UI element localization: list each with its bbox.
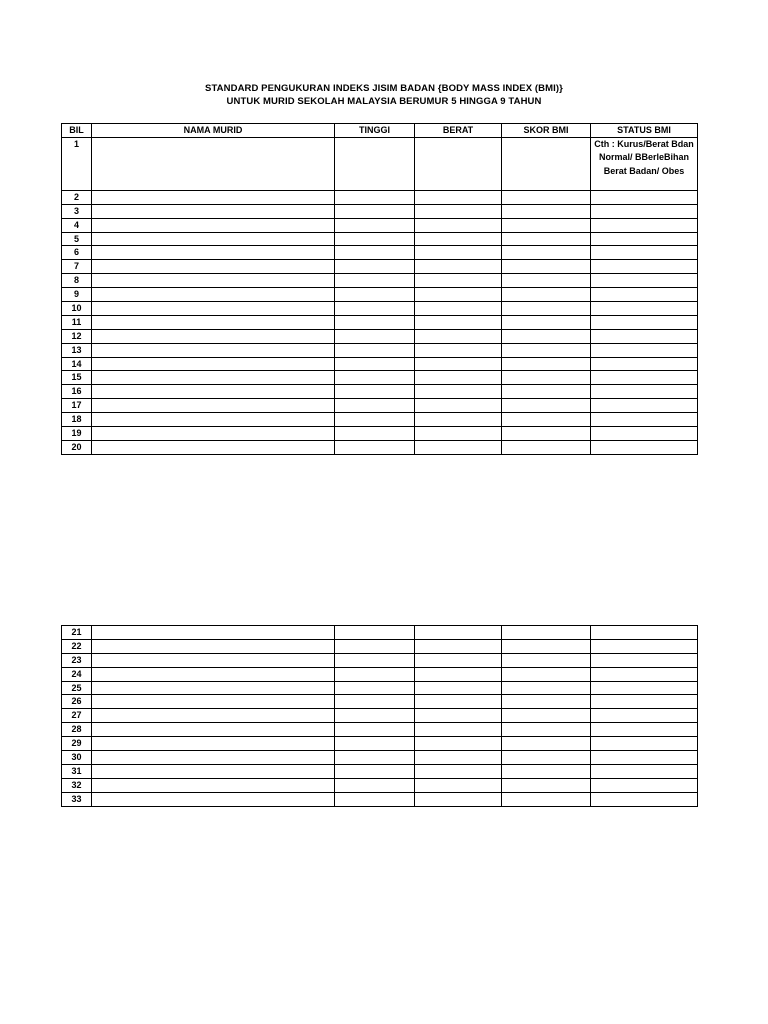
- status-bmi-example: Cth : Kurus/Berat Bdan Normal/ BBerleBihan Berat Badan/ Obes: [591, 137, 698, 190]
- table-row: [62, 653, 698, 667]
- nama-murid-cell[interactable]: [92, 204, 335, 218]
- berat-cell[interactable]: [415, 137, 502, 190]
- table-row: [62, 190, 698, 204]
- berat-cell[interactable]: [415, 427, 502, 441]
- bil-cell: 25: [62, 681, 92, 695]
- berat-cell[interactable]: [415, 413, 502, 427]
- tinggi-cell[interactable]: [335, 315, 415, 329]
- berat-cell[interactable]: [415, 751, 502, 765]
- table-row: [62, 357, 698, 371]
- status-bmi-cell[interactable]: [591, 204, 698, 218]
- berat-cell[interactable]: [415, 737, 502, 751]
- status-bmi-cell[interactable]: [591, 385, 698, 399]
- tinggi-cell[interactable]: [335, 413, 415, 427]
- berat-cell[interactable]: [415, 190, 502, 204]
- bil-cell: 8: [62, 274, 92, 288]
- berat-cell[interactable]: [415, 399, 502, 413]
- skor-bmi-cell[interactable]: [502, 288, 591, 302]
- berat-cell[interactable]: [415, 246, 502, 260]
- skor-bmi-cell[interactable]: [502, 315, 591, 329]
- tinggi-cell[interactable]: [335, 190, 415, 204]
- tinggi-cell[interactable]: [335, 232, 415, 246]
- status-bmi-cell[interactable]: [591, 399, 698, 413]
- skor-bmi-cell[interactable]: [502, 413, 591, 427]
- table-row: [62, 329, 698, 343]
- skor-bmi-cell[interactable]: [502, 440, 591, 454]
- status-bmi-cell[interactable]: [591, 315, 698, 329]
- status-bmi-cell[interactable]: [591, 232, 698, 246]
- tinggi-cell[interactable]: [335, 246, 415, 260]
- table-row: [62, 315, 698, 329]
- tinggi-cell[interactable]: [335, 329, 415, 343]
- tinggi-cell[interactable]: [335, 302, 415, 316]
- nama-murid-cell[interactable]: [92, 413, 335, 427]
- tinggi-cell[interactable]: [335, 792, 415, 806]
- skor-bmi-cell[interactable]: [502, 709, 591, 723]
- bil-cell: 16: [62, 385, 92, 399]
- skor-bmi-cell[interactable]: [502, 764, 591, 778]
- nama-murid-cell[interactable]: [92, 385, 335, 399]
- table-row: [62, 399, 698, 413]
- nama-murid-cell[interactable]: [92, 440, 335, 454]
- nama-murid-cell[interactable]: [92, 274, 335, 288]
- tinggi-cell[interactable]: [335, 371, 415, 385]
- tinggi-cell[interactable]: [335, 440, 415, 454]
- berat-cell[interactable]: [415, 288, 502, 302]
- table-row: [62, 274, 698, 288]
- bil-cell: 26: [62, 695, 92, 709]
- tinggi-cell[interactable]: [335, 667, 415, 681]
- status-bmi-cell[interactable]: [591, 260, 698, 274]
- nama-murid-cell[interactable]: [92, 357, 335, 371]
- tinggi-cell[interactable]: [335, 653, 415, 667]
- berat-cell[interactable]: [415, 764, 502, 778]
- skor-bmi-cell[interactable]: [502, 792, 591, 806]
- tinggi-cell[interactable]: [335, 399, 415, 413]
- tinggi-cell[interactable]: [335, 260, 415, 274]
- bil-cell: 15: [62, 371, 92, 385]
- nama-murid-cell[interactable]: [92, 427, 335, 441]
- nama-murid-cell[interactable]: [92, 778, 335, 792]
- berat-cell[interactable]: [415, 204, 502, 218]
- table-row: [62, 218, 698, 232]
- tinggi-cell[interactable]: [335, 385, 415, 399]
- table-row: [62, 695, 698, 709]
- bil-cell: 2: [62, 190, 92, 204]
- tinggi-cell[interactable]: [335, 626, 415, 640]
- berat-cell[interactable]: [415, 329, 502, 343]
- tinggi-cell[interactable]: [335, 681, 415, 695]
- skor-bmi-cell[interactable]: [502, 681, 591, 695]
- berat-cell[interactable]: [415, 343, 502, 357]
- berat-cell[interactable]: [415, 371, 502, 385]
- table-row: [62, 667, 698, 681]
- status-bmi-cell[interactable]: [591, 764, 698, 778]
- berat-cell[interactable]: [415, 639, 502, 653]
- bil-cell: 17: [62, 399, 92, 413]
- berat-cell[interactable]: [415, 626, 502, 640]
- bmi-table-part-1: [61, 123, 698, 455]
- nama-murid-cell[interactable]: [92, 190, 335, 204]
- table-row: [62, 246, 698, 260]
- berat-cell[interactable]: [415, 695, 502, 709]
- table-row: [62, 413, 698, 427]
- status-bmi-cell[interactable]: [591, 667, 698, 681]
- tinggi-cell[interactable]: [335, 764, 415, 778]
- bil-cell: 27: [62, 709, 92, 723]
- status-bmi-cell[interactable]: [591, 778, 698, 792]
- table-row: [62, 260, 698, 274]
- table-row: [62, 681, 698, 695]
- skor-bmi-cell[interactable]: [502, 667, 591, 681]
- status-bmi-cell[interactable]: [591, 440, 698, 454]
- bil-cell: 18: [62, 413, 92, 427]
- skor-bmi-cell[interactable]: [502, 246, 591, 260]
- skor-bmi-cell[interactable]: [502, 232, 591, 246]
- berat-cell[interactable]: [415, 792, 502, 806]
- bil-cell: 10: [62, 302, 92, 316]
- table-row: [62, 288, 698, 302]
- bil-cell: 28: [62, 723, 92, 737]
- status-bmi-cell[interactable]: [591, 737, 698, 751]
- skor-bmi-cell[interactable]: [502, 723, 591, 737]
- header-status-bmi: STATUS BMI: [591, 124, 698, 138]
- bil-cell: 3: [62, 204, 92, 218]
- bil-cell: 11: [62, 315, 92, 329]
- berat-cell[interactable]: [415, 709, 502, 723]
- berat-cell[interactable]: [415, 681, 502, 695]
- tinggi-cell[interactable]: [335, 737, 415, 751]
- tinggi-cell[interactable]: [335, 695, 415, 709]
- table-row: [62, 709, 698, 723]
- skor-bmi-cell[interactable]: [502, 329, 591, 343]
- header-skor-bmi: SKOR BMI: [502, 124, 591, 138]
- status-bmi-cell[interactable]: [591, 427, 698, 441]
- status-bmi-cell[interactable]: [591, 357, 698, 371]
- document-title-line-1: STANDARD PENGUKURAN INDEKS JISIM BADAN {BODY MASS INDEX (BMI)}: [205, 83, 563, 94]
- berat-cell[interactable]: [415, 232, 502, 246]
- header-bil: BIL: [62, 124, 92, 138]
- skor-bmi-cell[interactable]: [502, 385, 591, 399]
- bil-cell: 24: [62, 667, 92, 681]
- status-bmi-cell[interactable]: [591, 371, 698, 385]
- status-bmi-cell[interactable]: [591, 274, 698, 288]
- skor-bmi-cell[interactable]: [502, 639, 591, 653]
- status-bmi-cell[interactable]: [591, 626, 698, 640]
- nama-murid-cell[interactable]: [92, 260, 335, 274]
- skor-bmi-cell[interactable]: [502, 778, 591, 792]
- table-row: [62, 778, 698, 792]
- bil-cell: 14: [62, 357, 92, 371]
- bil-cell: 4: [62, 218, 92, 232]
- table-row: [62, 723, 698, 737]
- nama-murid-cell[interactable]: [92, 626, 335, 640]
- bmi-table-part-2: [61, 625, 698, 807]
- tinggi-cell[interactable]: [335, 778, 415, 792]
- status-bmi-cell[interactable]: [591, 218, 698, 232]
- berat-cell[interactable]: [415, 274, 502, 288]
- bil-cell: 20: [62, 440, 92, 454]
- bil-cell: 22: [62, 639, 92, 653]
- bil-cell: 33: [62, 792, 92, 806]
- tinggi-cell[interactable]: [335, 343, 415, 357]
- bil-cell: 5: [62, 232, 92, 246]
- skor-bmi-cell[interactable]: [502, 357, 591, 371]
- table-row: [62, 302, 698, 316]
- bil-cell: 13: [62, 343, 92, 357]
- status-bmi-cell[interactable]: [591, 751, 698, 765]
- berat-cell[interactable]: [415, 260, 502, 274]
- bil-cell: 31: [62, 764, 92, 778]
- status-bmi-cell[interactable]: [591, 413, 698, 427]
- skor-bmi-cell[interactable]: [502, 190, 591, 204]
- nama-murid-cell[interactable]: [92, 751, 335, 765]
- berat-cell[interactable]: [415, 653, 502, 667]
- tinggi-cell[interactable]: [335, 427, 415, 441]
- header-berat: BERAT: [415, 124, 502, 138]
- header-tinggi: TINGGI: [335, 124, 415, 138]
- bil-cell: 1: [62, 137, 92, 190]
- nama-murid-cell[interactable]: [92, 232, 335, 246]
- table-row: [62, 792, 698, 806]
- skor-bmi-cell[interactable]: [502, 274, 591, 288]
- nama-murid-cell[interactable]: [92, 288, 335, 302]
- nama-murid-cell[interactable]: [92, 695, 335, 709]
- bil-cell: 9: [62, 288, 92, 302]
- table-row: [62, 440, 698, 454]
- status-bmi-cell[interactable]: [591, 639, 698, 653]
- table-header-row: [62, 124, 698, 138]
- bil-cell: 12: [62, 329, 92, 343]
- tinggi-cell[interactable]: [335, 274, 415, 288]
- table-row: [62, 385, 698, 399]
- status-bmi-cell[interactable]: [591, 695, 698, 709]
- table-row: [62, 371, 698, 385]
- table-row: [62, 751, 698, 765]
- table-row: [62, 737, 698, 751]
- status-bmi-cell[interactable]: [591, 302, 698, 316]
- table-row: [62, 764, 698, 778]
- skor-bmi-cell[interactable]: [502, 427, 591, 441]
- table-row: [62, 232, 698, 246]
- table-row: [62, 343, 698, 357]
- tinggi-cell[interactable]: [335, 218, 415, 232]
- skor-bmi-cell[interactable]: [502, 737, 591, 751]
- berat-cell[interactable]: [415, 218, 502, 232]
- table-row: [62, 137, 698, 190]
- status-bmi-cell[interactable]: [591, 653, 698, 667]
- header-nama-murid: NAMA MURID: [92, 124, 335, 138]
- nama-murid-cell[interactable]: [92, 399, 335, 413]
- tinggi-cell[interactable]: [335, 357, 415, 371]
- bil-cell: 23: [62, 653, 92, 667]
- berat-cell[interactable]: [415, 315, 502, 329]
- status-bmi-cell[interactable]: [591, 343, 698, 357]
- document-title-line-2: UNTUK MURID SEKOLAH MALAYSIA BERUMUR 5 HINGGA 9 TAHUN: [226, 96, 542, 107]
- tinggi-cell[interactable]: [335, 137, 415, 190]
- table-row: [62, 626, 698, 640]
- table-row: [62, 639, 698, 653]
- skor-bmi-cell[interactable]: [502, 302, 591, 316]
- skor-bmi-cell[interactable]: [502, 626, 591, 640]
- berat-cell[interactable]: [415, 385, 502, 399]
- nama-murid-cell[interactable]: [92, 302, 335, 316]
- table-row: [62, 204, 698, 218]
- bil-cell: 29: [62, 737, 92, 751]
- nama-murid-cell[interactable]: [92, 764, 335, 778]
- status-bmi-cell[interactable]: [591, 246, 698, 260]
- nama-murid-cell[interactable]: [92, 723, 335, 737]
- nama-murid-cell[interactable]: [92, 667, 335, 681]
- bil-cell: 7: [62, 260, 92, 274]
- berat-cell[interactable]: [415, 778, 502, 792]
- skor-bmi-cell[interactable]: [502, 260, 591, 274]
- nama-murid-cell[interactable]: [92, 315, 335, 329]
- tinggi-cell[interactable]: [335, 288, 415, 302]
- nama-murid-cell[interactable]: [92, 329, 335, 343]
- bil-cell: 6: [62, 246, 92, 260]
- skor-bmi-cell[interactable]: [502, 204, 591, 218]
- status-bmi-cell[interactable]: [591, 792, 698, 806]
- berat-cell[interactable]: [415, 723, 502, 737]
- tinggi-cell[interactable]: [335, 723, 415, 737]
- berat-cell[interactable]: [415, 302, 502, 316]
- tinggi-cell[interactable]: [335, 751, 415, 765]
- nama-murid-cell[interactable]: [92, 343, 335, 357]
- skor-bmi-cell[interactable]: [502, 695, 591, 709]
- nama-murid-cell[interactable]: [92, 709, 335, 723]
- nama-murid-cell[interactable]: [92, 639, 335, 653]
- nama-murid-cell[interactable]: [92, 681, 335, 695]
- skor-bmi-cell[interactable]: [502, 399, 591, 413]
- bil-cell: 30: [62, 751, 92, 765]
- bil-cell: 19: [62, 427, 92, 441]
- status-bmi-cell[interactable]: [591, 723, 698, 737]
- nama-murid-cell[interactable]: [92, 218, 335, 232]
- tinggi-cell[interactable]: [335, 639, 415, 653]
- status-bmi-cell[interactable]: [591, 329, 698, 343]
- status-bmi-cell[interactable]: [591, 288, 698, 302]
- skor-bmi-cell[interactable]: [502, 218, 591, 232]
- skor-bmi-cell[interactable]: [502, 371, 591, 385]
- berat-cell[interactable]: [415, 357, 502, 371]
- nama-murid-cell[interactable]: [92, 246, 335, 260]
- skor-bmi-cell[interactable]: [502, 137, 591, 190]
- table-row: [62, 427, 698, 441]
- skor-bmi-cell[interactable]: [502, 653, 591, 667]
- nama-murid-cell[interactable]: [92, 792, 335, 806]
- status-bmi-cell[interactable]: [591, 190, 698, 204]
- nama-murid-cell[interactable]: [92, 653, 335, 667]
- bil-cell: 32: [62, 778, 92, 792]
- tinggi-cell[interactable]: [335, 204, 415, 218]
- tinggi-cell[interactable]: [335, 709, 415, 723]
- nama-murid-cell[interactable]: [92, 371, 335, 385]
- skor-bmi-cell[interactable]: [502, 751, 591, 765]
- berat-cell[interactable]: [415, 667, 502, 681]
- skor-bmi-cell[interactable]: [502, 343, 591, 357]
- bil-cell: 21: [62, 626, 92, 640]
- status-bmi-cell[interactable]: [591, 709, 698, 723]
- status-bmi-cell[interactable]: [591, 681, 698, 695]
- nama-murid-cell[interactable]: [92, 137, 335, 190]
- berat-cell[interactable]: [415, 440, 502, 454]
- nama-murid-cell[interactable]: [92, 737, 335, 751]
